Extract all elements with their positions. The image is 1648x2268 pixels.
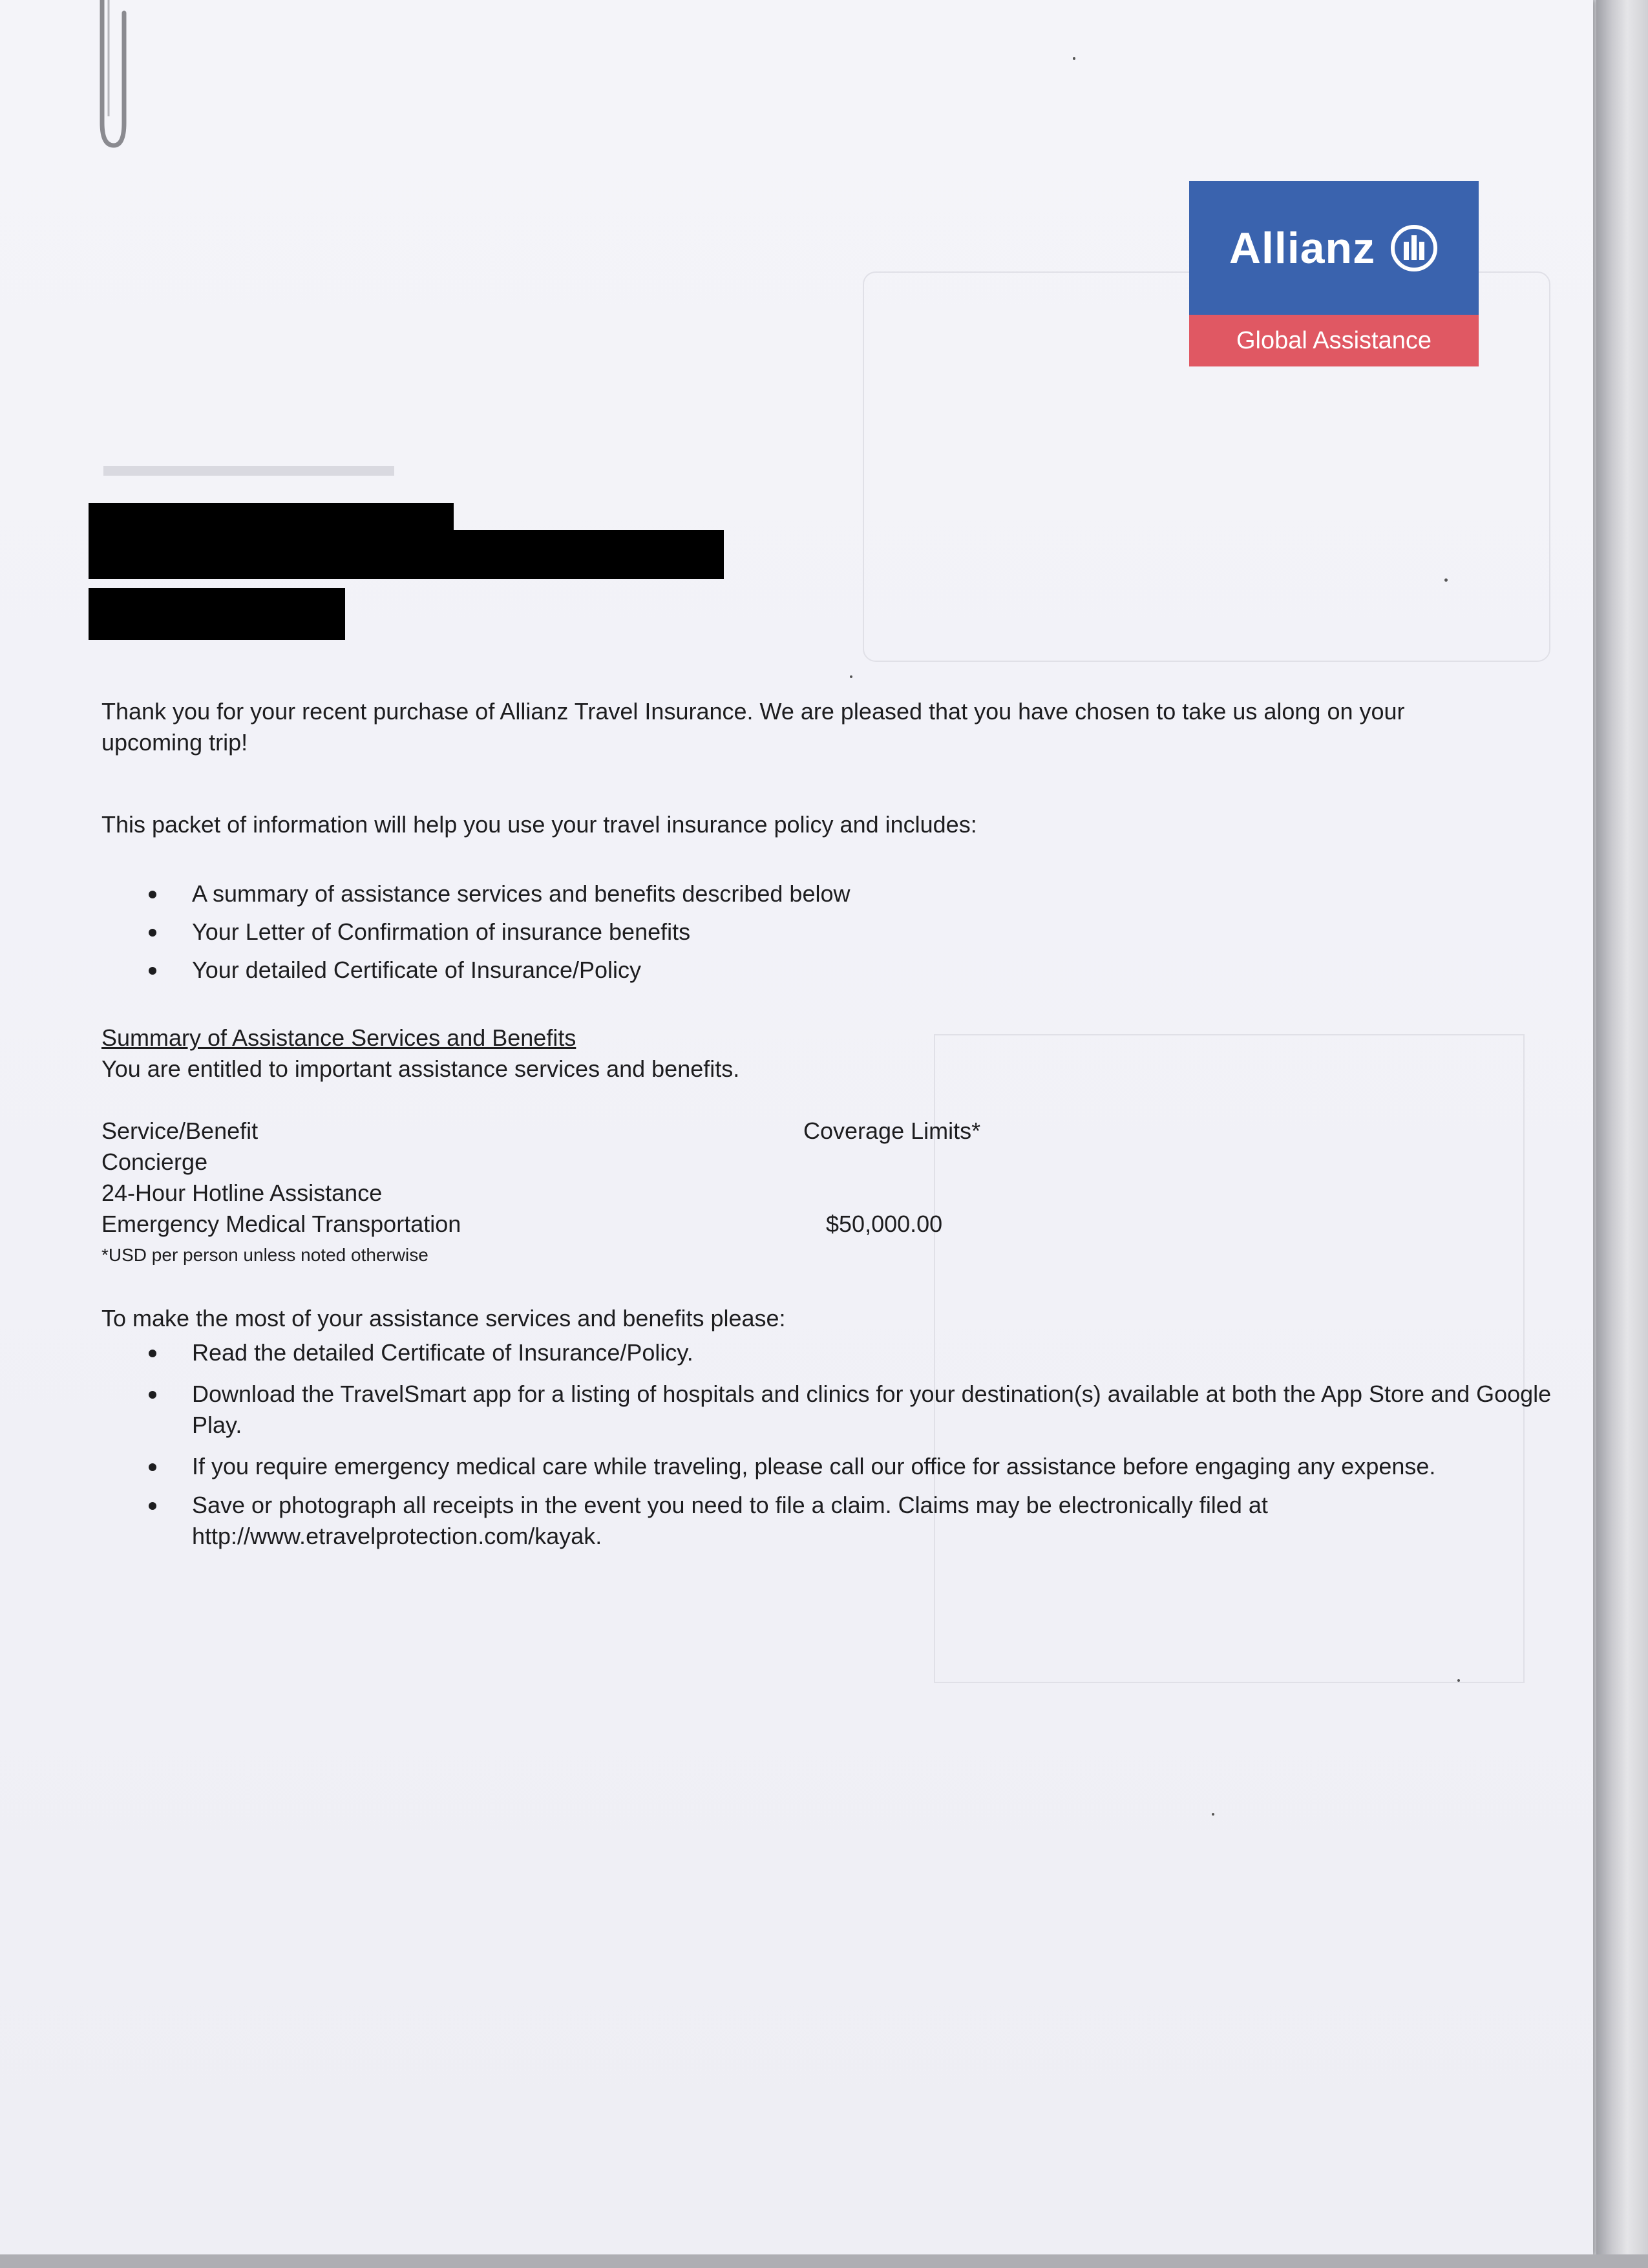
scan-speck — [1444, 578, 1448, 582]
show-through-text: ▬▬▬▬▬▬▬▬▬ — [103, 447, 394, 483]
footnote: *USD per person unless noted otherwise — [101, 1245, 428, 1265]
logo-wordmark: Allianz — [1229, 223, 1376, 273]
stacked-pages-edge — [1596, 0, 1648, 2268]
list-item: Read the detailed Certificate of Insurance/Policy. — [101, 1337, 1569, 1368]
scanner-bottom-edge — [0, 2254, 1648, 2268]
list-item: Save or photograph all receipts in the event you need to file a claim. Claims may be electronically filed at http://www.etravelprotection.com/kayak. — [101, 1490, 1433, 1552]
table-row-limit: $50,000.00 — [826, 1211, 943, 1237]
logo-tagline: Global Assistance — [1189, 315, 1479, 366]
summary-subheading: You are entitled to important assistance services and benefits. — [101, 1055, 740, 1082]
list-item: Your Letter of Confirmation of insurance benefits — [101, 917, 1569, 948]
list-item: If you require emergency medical care while traveling, please call our office for assistance before engaging any expense. — [101, 1451, 1569, 1482]
list-item: Your detailed Certificate of Insurance/Policy — [101, 955, 1569, 986]
list-item: A summary of assistance services and benefits described below — [101, 878, 1569, 909]
tips-intro: To make the most of your assistance services and benefits please: — [101, 1305, 786, 1331]
summary-heading: Summary of Assistance Services and Benefits — [101, 1024, 576, 1051]
table-row-service: Concierge — [101, 1149, 208, 1175]
allianz-logo — [1189, 181, 1479, 366]
scan-speck — [850, 675, 852, 678]
redaction-bar — [89, 530, 724, 579]
list-item: Download the TravelSmart app for a listing of hospitals and clinics for your destination(s) available at both the App Store and Google Play. — [101, 1379, 1562, 1441]
allianz-eagle-icon — [1389, 224, 1439, 273]
col-header-limits: Coverage Limits* — [803, 1118, 981, 1144]
scan-speck — [1212, 1813, 1214, 1816]
table-row-service: Emergency Medical Transportation — [101, 1211, 461, 1237]
col-header-service: Service/Benefit — [101, 1118, 259, 1144]
table-row-service: 24-Hour Hotline Assistance — [101, 1180, 383, 1206]
intro-paragraph: Thank you for your recent purchase of Allianz Travel Insurance. We are pleased that you have chosen to take us along on your upcoming trip! — [101, 698, 1405, 756]
redaction-bar — [89, 588, 345, 640]
packet-list — [101, 878, 1569, 986]
scan-speck — [1457, 1679, 1460, 1682]
packet-intro: This packet of information will help you use your travel insurance policy and includes: — [101, 811, 977, 838]
redaction-bar — [89, 503, 454, 530]
paperclip-icon — [83, 0, 128, 155]
scan-speck — [1073, 57, 1075, 60]
tips-list — [101, 1337, 1569, 1552]
